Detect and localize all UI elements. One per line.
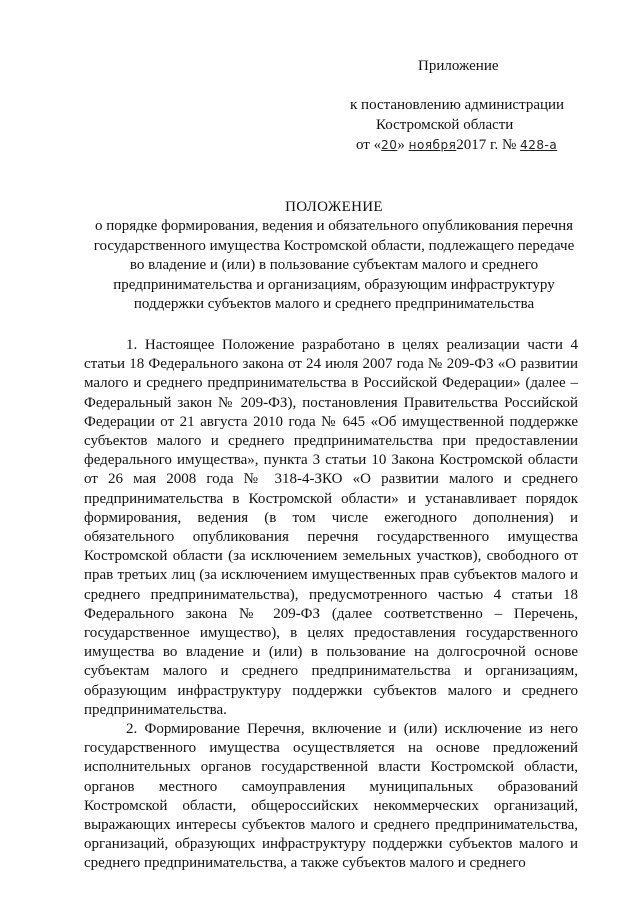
annex-line-2: Костромской области xyxy=(376,117,514,133)
annex-line-1: к постановлению администрации xyxy=(350,97,565,113)
date-month: ноября xyxy=(408,138,457,152)
date-prefix: от « xyxy=(356,137,382,153)
paragraph-2: 2. Формирование Перечня, включение и (или) исключение из него государственного имущества осуществляется на основе предложений исполнительных органов государственной власти Костромской области, органов местного самоуправления муниципальных образований Костромской области, общероссийских некоммерческих организаций, выражающих интересы субъектов малого и среднего предпринимательства, организаций, образующих инфраструктуру поддержки субъектов малого и среднего предпринимательства, а также субъектов малого и среднего xyxy=(84,721,578,872)
document-title: ПОЛОЖЕНИЕ xyxy=(285,199,383,215)
paragraph-1: 1. Настоящее Положение разработано в целях реализации части 4 статьи 18 Федерального закона от 24 июля 2007 года № 209-ФЗ «О развитии малого и среднего предпринимательства в Российской Федерации» (далее – Федеральный закон № 209-ФЗ), постановления Правительства Российской Федерации от 21 августа 2010 года № 645 «Об имущественной поддержке субъектов малого и среднего предпринимательства при предоставлении федерального имущества», пункта 3 статьи 10 Закона Костромской области от 26 мая 2008 года № 318-4-ЗКО «О развитии малого и среднего предпринимательства в Костромской области» и устанавливает порядок формирования, ведения (в том числе ежегодного дополнения) и обязательного опубликования перечня государственного имущества Костромской области (за исключением земельных участков), свободного от прав третьих лиц (за исключением имущественных прав субъектов малого и среднего предпринимательства), предусмотренного частью 4 статьи 18 Федерального закона № 209-ФЗ (далее соответственно – Перечень, государственное имущество), в целях предоставления государственного имущества во владение и (или) в пользование на долгосрочной основе субъектам малого и среднего предпринимательства и организациям, образующим инфраструктуру поддержки субъектов малого и среднего предпринимательства. xyxy=(84,337,578,718)
annex-title: Приложение xyxy=(418,58,499,74)
document-number: 428-а xyxy=(520,138,558,152)
annex-block xyxy=(350,56,600,155)
annex-date-line xyxy=(350,135,600,155)
date-year: 2017 г. № xyxy=(456,137,517,153)
date-mid: » xyxy=(397,137,409,153)
document-body xyxy=(84,336,578,874)
date-day: 20 xyxy=(381,138,398,152)
regulation-heading xyxy=(86,198,582,314)
document-subtitle: о порядке формирования, ведения и обязательного опубликования перечня государственного имущества Костромской области, подлежащего передаче во владение и (или) в пользование субъектам малого и среднего предпринимательства и организациям, образующим инфраструктуру поддержки субъектов малого и среднего предпринимательства xyxy=(93,218,575,313)
